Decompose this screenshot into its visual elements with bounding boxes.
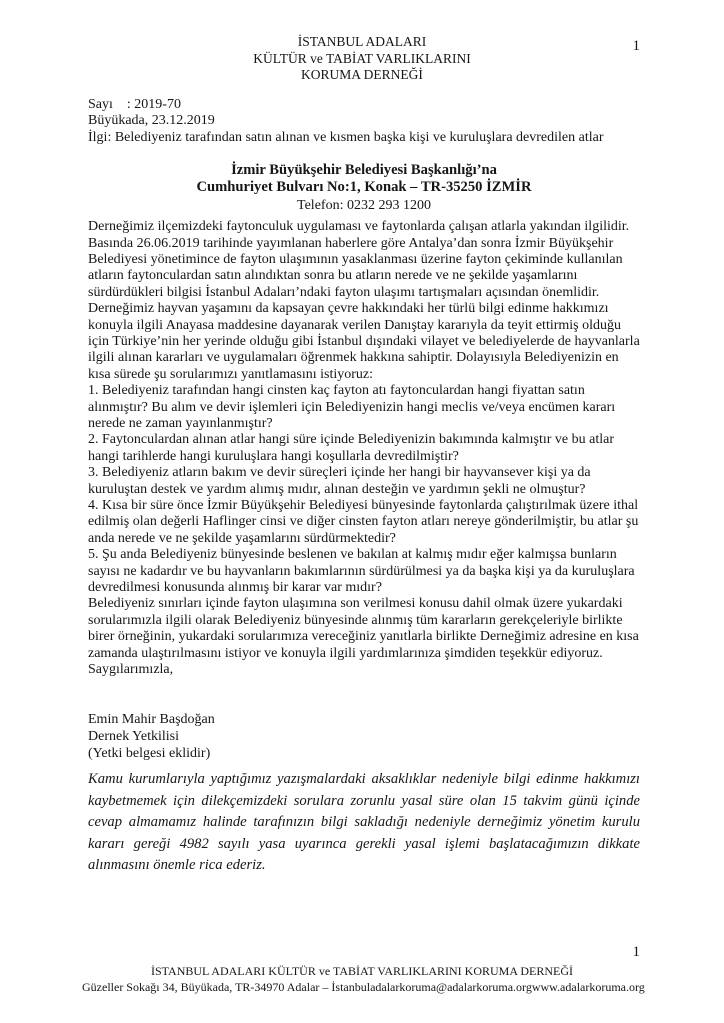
recipient-phone: Telefon: 0232 293 1200 xyxy=(297,197,431,213)
footer-email: adalarkoruma@adalarkoruma.org xyxy=(370,980,532,994)
place-date-line: Büyükada, 23.12.2019 xyxy=(88,113,215,129)
signature-note: (Yetki belgesi eklidir) xyxy=(88,746,211,762)
question-2: 2. Faytonculardan alınan atlar hangi süre içinde Belediyenizin bakımında kalmıştır ve bu atlar hangi tarihlerde hangi kuruluşlara hangi koşullarla devredilmiştir? xyxy=(88,432,614,464)
letterhead xyxy=(0,0,724,84)
legal-notice: Kamu kurumlarıyla yaptığımız yazışmalardaki aksaklıklar nedeniyle bilgi edinme hakkımızı kaybetmemek için dilekçemizdeki sorulara zorunlu yasal süre olan 15 takvim günü içinde cevap almamamız halinde tarafınızın bilgi sakladığı nedeniyle derneğimiz yönetim kurulu kararı gereği 4982 sayılı yasa uyarınca gerekli yasal işlemi başlatacağımızın dikkate alınmasını önemle rica ederiz. xyxy=(88,771,640,874)
question-4: 4. Kısa bir süre önce İzmir Büyükşehir Belediyesi bünyesinde faytonlarda çalıştırılmak üzere ithal edilmiş olan değerli Haflinger cinsi ve diğer cinsten fayton atları nereye gönderilmiştir, bu atlar şu anda nerede ve ne şekilde yaşamlarını sürdürmektedir? xyxy=(88,498,639,546)
footer xyxy=(0,963,724,995)
meta-block xyxy=(88,97,640,147)
footer-website: www.adalarkoruma.org xyxy=(531,980,645,994)
signature-title: Dernek Yetkilisi xyxy=(88,729,179,745)
question-5: 5. Şu anda Belediyeniz bünyesinde beslenen ve bakılan at kalmış mıdır eğer kalmışsa bunların sayısı ne kadardır ve bu hayvanların bakımlarının sürdürülmesi ya da başka kişi ya da kuruluşlara devredilmesi konusunda alınmış bir karar var mıdır? xyxy=(88,547,635,596)
recipient-name: İzmir Büyükşehir Belediyesi Başkanlığı’na xyxy=(231,161,497,178)
intro-paragraph: Derneğimiz ilçemizdeki faytonculuk uygulaması ve faytonlarda çalışan atlarla yakından ilgilidir. Basında 26.06.2019 tarihinde yayımlanan haberlere göre Antalya’dan sonra İzmir Büyükşehir Belediyesi yönetimince de fayton ulaşımının yasaklanması üzerine fayton çekiminde kullanılan atların faytonculardan satın alındıktan sonra bu atların nerede ve ne şekilde yaşamlarını sürdürdükleri bilgisi İstanbul Adaları’ndaki fayton ulaşımı tartışmaları açısından önemlidir. Derneğimiz hayvan yaşamını da kapsayan çevre hakkındaki her türlü bilgi edinme hakkımızı konuyla ilgili Anayasa maddesine dayanarak verilen Danıştay kararıyla da teyit ettirmiş olduğu için Türkiye’nin her yerinde olduğu gibi İstanbul dışındaki vilayet ve belediyelerde de hayvanlarla ilgili alınan kararları ve uygulamaları öğrenmek hakkına sahiptir. Dolayısıyla Belediyenizin en kısa sürede şu sorularımızı yanıtlamasını istiyoruz: xyxy=(88,219,640,382)
letterhead-line-3: KORUMA DERNEĞİ xyxy=(301,67,423,82)
salutation: Saygılarımızla, xyxy=(88,662,174,678)
letterhead-line-1: İSTANBUL ADALARI xyxy=(297,34,427,49)
signature-block xyxy=(88,711,640,762)
closing-paragraph: Belediyeniz sınırları içinde fayton ulaşımına son verilmesi konusu dahil olmak üzere yukardaki sorularımızla ilgili olarak Belediyeniz bünyesinde alınmış tüm kararların gerekçeleriyle birlikte birer örneğinin, yukardaki sorularımıza vereceğiniz yanıtlarla birlikte Derneğimiz adresine en kısa zamanda ulaştırılmasını istiyor ve konuyla ilgili yardımlarınıza şimdiden teşekkür ediyoruz. xyxy=(88,596,639,661)
signature-name: Emin Mahir Başdoğan xyxy=(88,712,215,728)
page-number-top: 1 xyxy=(632,38,640,54)
subject-line: İlgi: Belediyeniz tarafından satın alınan ve kısmen başka kişi ve kuruluşlara devredilen atlar xyxy=(88,130,604,146)
letter-content xyxy=(88,97,640,877)
page-number-bottom: 1 xyxy=(632,944,640,960)
letter-body xyxy=(88,219,640,678)
footer-org-name: İSTANBUL ADALARI KÜLTÜR ve TABİAT VARLIKLARINI KORUMA DERNEĞİ xyxy=(151,964,573,978)
recipient-block xyxy=(88,162,640,214)
question-1: 1. Belediyeniz tarafından hangi cinsten kaç fayton atı faytonculardan hangi fiyattan satın alınmıştır? Bu alım ve devir işlemleri için Belediyenizin hangi meclis ve/veya encümen kararı nerede ne zaman yayınlanmıştır? xyxy=(88,383,616,431)
question-3: 3. Belediyeniz atların bakım ve devir süreçleri içinde her hangi bir hayvansever kişi ya da kuruluştan destek ve yardım alımış mıdır, alınan desteğin ve yardımın şekli ne olmuştur? xyxy=(88,465,591,497)
footer-contact-line xyxy=(82,979,645,995)
recipient-address: Cumhuriyet Bulvarı No:1, Konak – TR-35250 İZMİR xyxy=(196,179,532,196)
letterhead-line-2: KÜLTÜR ve TABİAT VARLIKLARINI xyxy=(253,50,471,66)
footer-address: Güzeller Sokağı 34, Büyükada, TR-34970 Adalar – İstanbul xyxy=(82,980,371,994)
reference-number-line: Sayı : 2019-70 xyxy=(88,96,181,112)
